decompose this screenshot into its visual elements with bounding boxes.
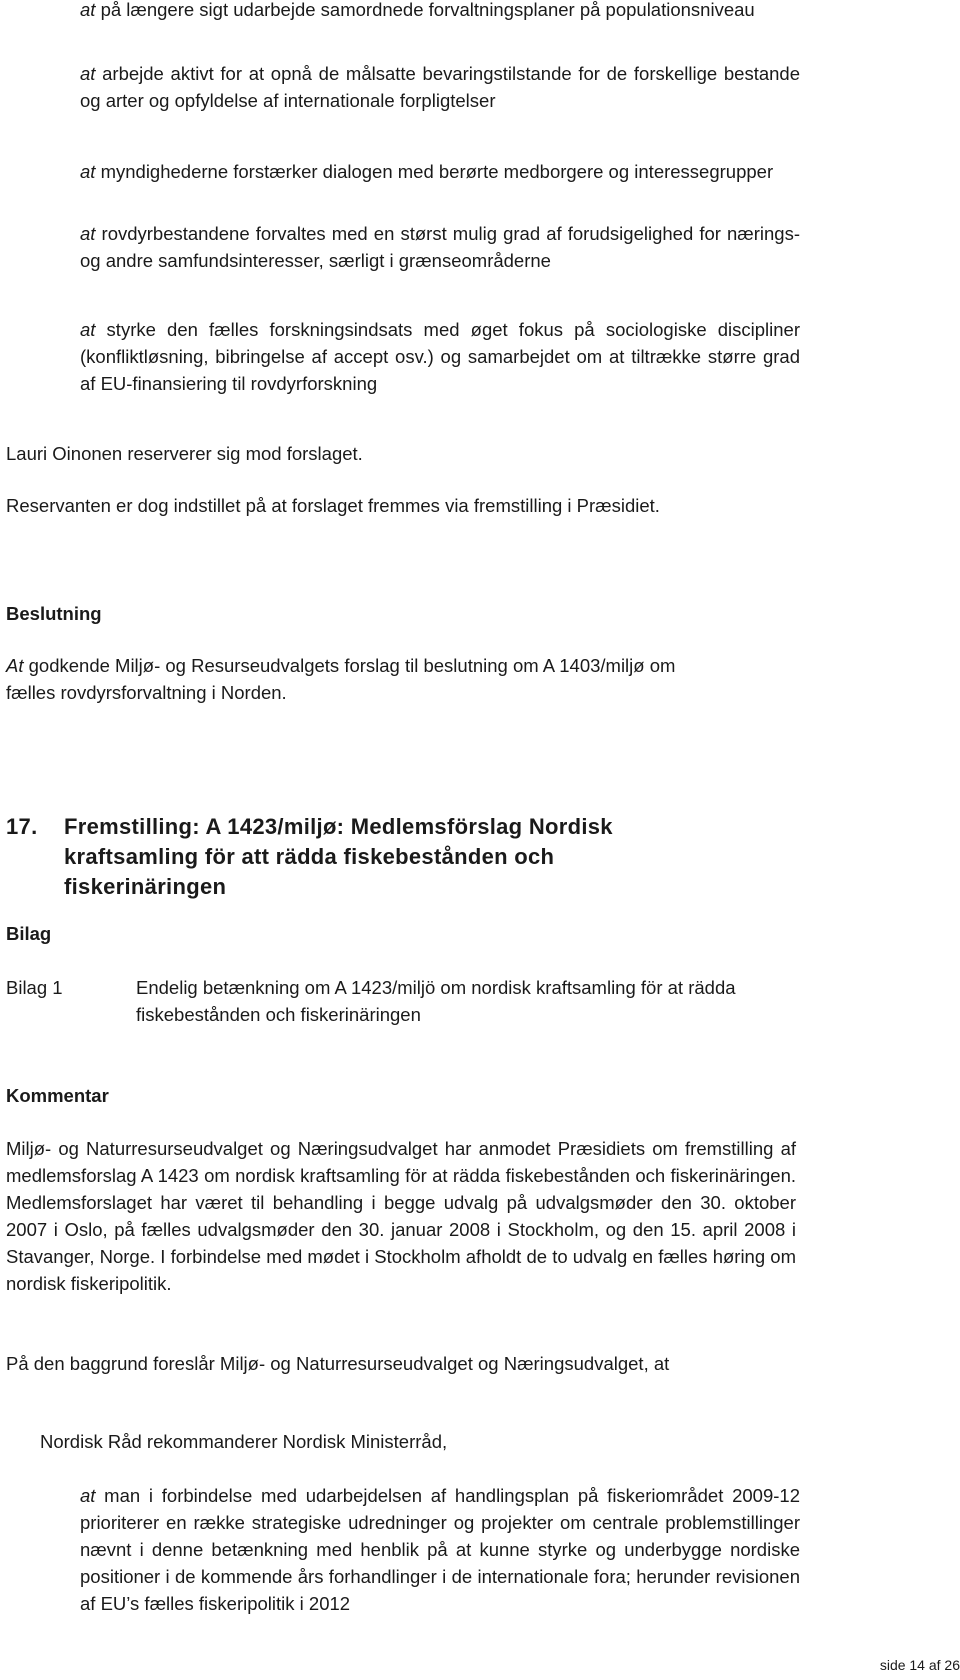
section-title: Fremstilling: A 1423/miljø: Medlemsförslag Nordisk kraftsamling för att rädda fiskebestånden och fiskerinäringen — [64, 814, 613, 899]
list-item — [80, 316, 800, 397]
kommentar-text: Miljø- og Naturresurseudvalget og Næringsudvalget har anmodet Præsidiets om fremstilling af medlemsforslag A 1423 om nordisk kraftsamling för at rädda fiskebestånden och fiskerinäringen. Medlemsforslaget har været til behandling i begge udvalg på udvalgsmøder den 30. oktober 2007 i Oslo, på fælles udvalgsmøder den 30. januar 2008 i Stockholm, og den 15. april 2008 i Stavanger, Norge. I forbindelse med mødet i Stockholm afholdt de to udvalg en fælles høring om nordisk fiskeripolitik. — [6, 1138, 796, 1294]
list-item-text: rovdyrbestandene forvaltes med en størst mulig grad af forudsigelighed for nærings- og andre samfundsinteresser, særligt i grænseområderne — [80, 223, 800, 271]
recommendation-item — [80, 1482, 800, 1617]
list-item-text: myndighederne forstærker dialogen med berørte medborgere og interessegrupper — [95, 161, 774, 182]
list-item — [80, 60, 800, 114]
bilag-label: Bilag 1 — [6, 977, 63, 998]
list-item-text: på længere sigt udarbejde samordnede forvaltningsplaner på populationsniveau — [95, 0, 755, 20]
bilag-heading: Bilag — [6, 923, 52, 944]
list-item — [80, 158, 800, 185]
recommendation-body: man i forbindelse med udarbejdelsen af handlingsplan på fiskeriområdet 2009-12 prioriterer en række strategiske udredninger og projekter om centrale problemstillinger nævnt i denne betænkning med henblik på at kunne styrke og underbygge nordiske positioner i de kommende års forhandlinger i de internationale fora; herunder revisionen af EU’s fælles fiskeripolitik i 2012 — [80, 1485, 800, 1614]
bilag-text: Endelig betænkning om A 1423/miljö om nordisk kraftsamling för at rädda fiskebestånden och fiskerinäringen — [136, 977, 736, 1025]
list-item-lead: at — [80, 223, 96, 244]
list-item-lead: at — [80, 319, 96, 340]
reservation-text: Lauri Oinonen reserverer sig mod forslaget. — [6, 443, 363, 464]
beslutning-text — [6, 652, 706, 706]
recommendation-text: Nordisk Råd rekommanderer Nordisk Ministerråd, — [40, 1431, 448, 1452]
list-item-text: styrke den fælles forskningsindsats med øget fokus på sociologiske discipliner (konfliktløsning, bibringelse af accept osv.) og samarbejdet om at tiltrække større grad af EU-finansiering til rovdyrforskning — [80, 319, 800, 394]
reservation-note: Reservanten er dog indstillet på at forslaget fremmes via fremstilling i Præsidiet. — [6, 495, 660, 516]
kommentar-heading: Kommentar — [6, 1085, 109, 1106]
list-item-lead: at — [80, 63, 96, 84]
list-item — [80, 220, 800, 274]
list-item-lead: at — [80, 161, 96, 182]
recommendation-lead: at — [80, 1485, 96, 1506]
beslutning-body: godkende Miljø- og Resurseudvalgets forslag til beslutning om A 1403/miljø om fælles rovdyrsforvaltning i Norden. — [6, 655, 676, 703]
page-number: side 14 af 26 — [879, 1657, 960, 1673]
beslutning-lead: At — [6, 655, 24, 676]
list-item-lead: at — [80, 0, 96, 20]
proposal-intro: På den baggrund foreslår Miljø- og Naturresurseudvalget og Næringsudvalget, at — [6, 1353, 670, 1374]
list-item-text: arbejde aktivt for at opnå de målsatte bevaringstilstande for de forskellige bestande og arter og opfyldelse af internationale forpligtelser — [80, 63, 800, 111]
beslutning-heading: Beslutning — [6, 603, 102, 624]
section-number: 17. — [6, 814, 38, 839]
list-item — [80, 0, 800, 23]
section-heading — [6, 812, 706, 902]
